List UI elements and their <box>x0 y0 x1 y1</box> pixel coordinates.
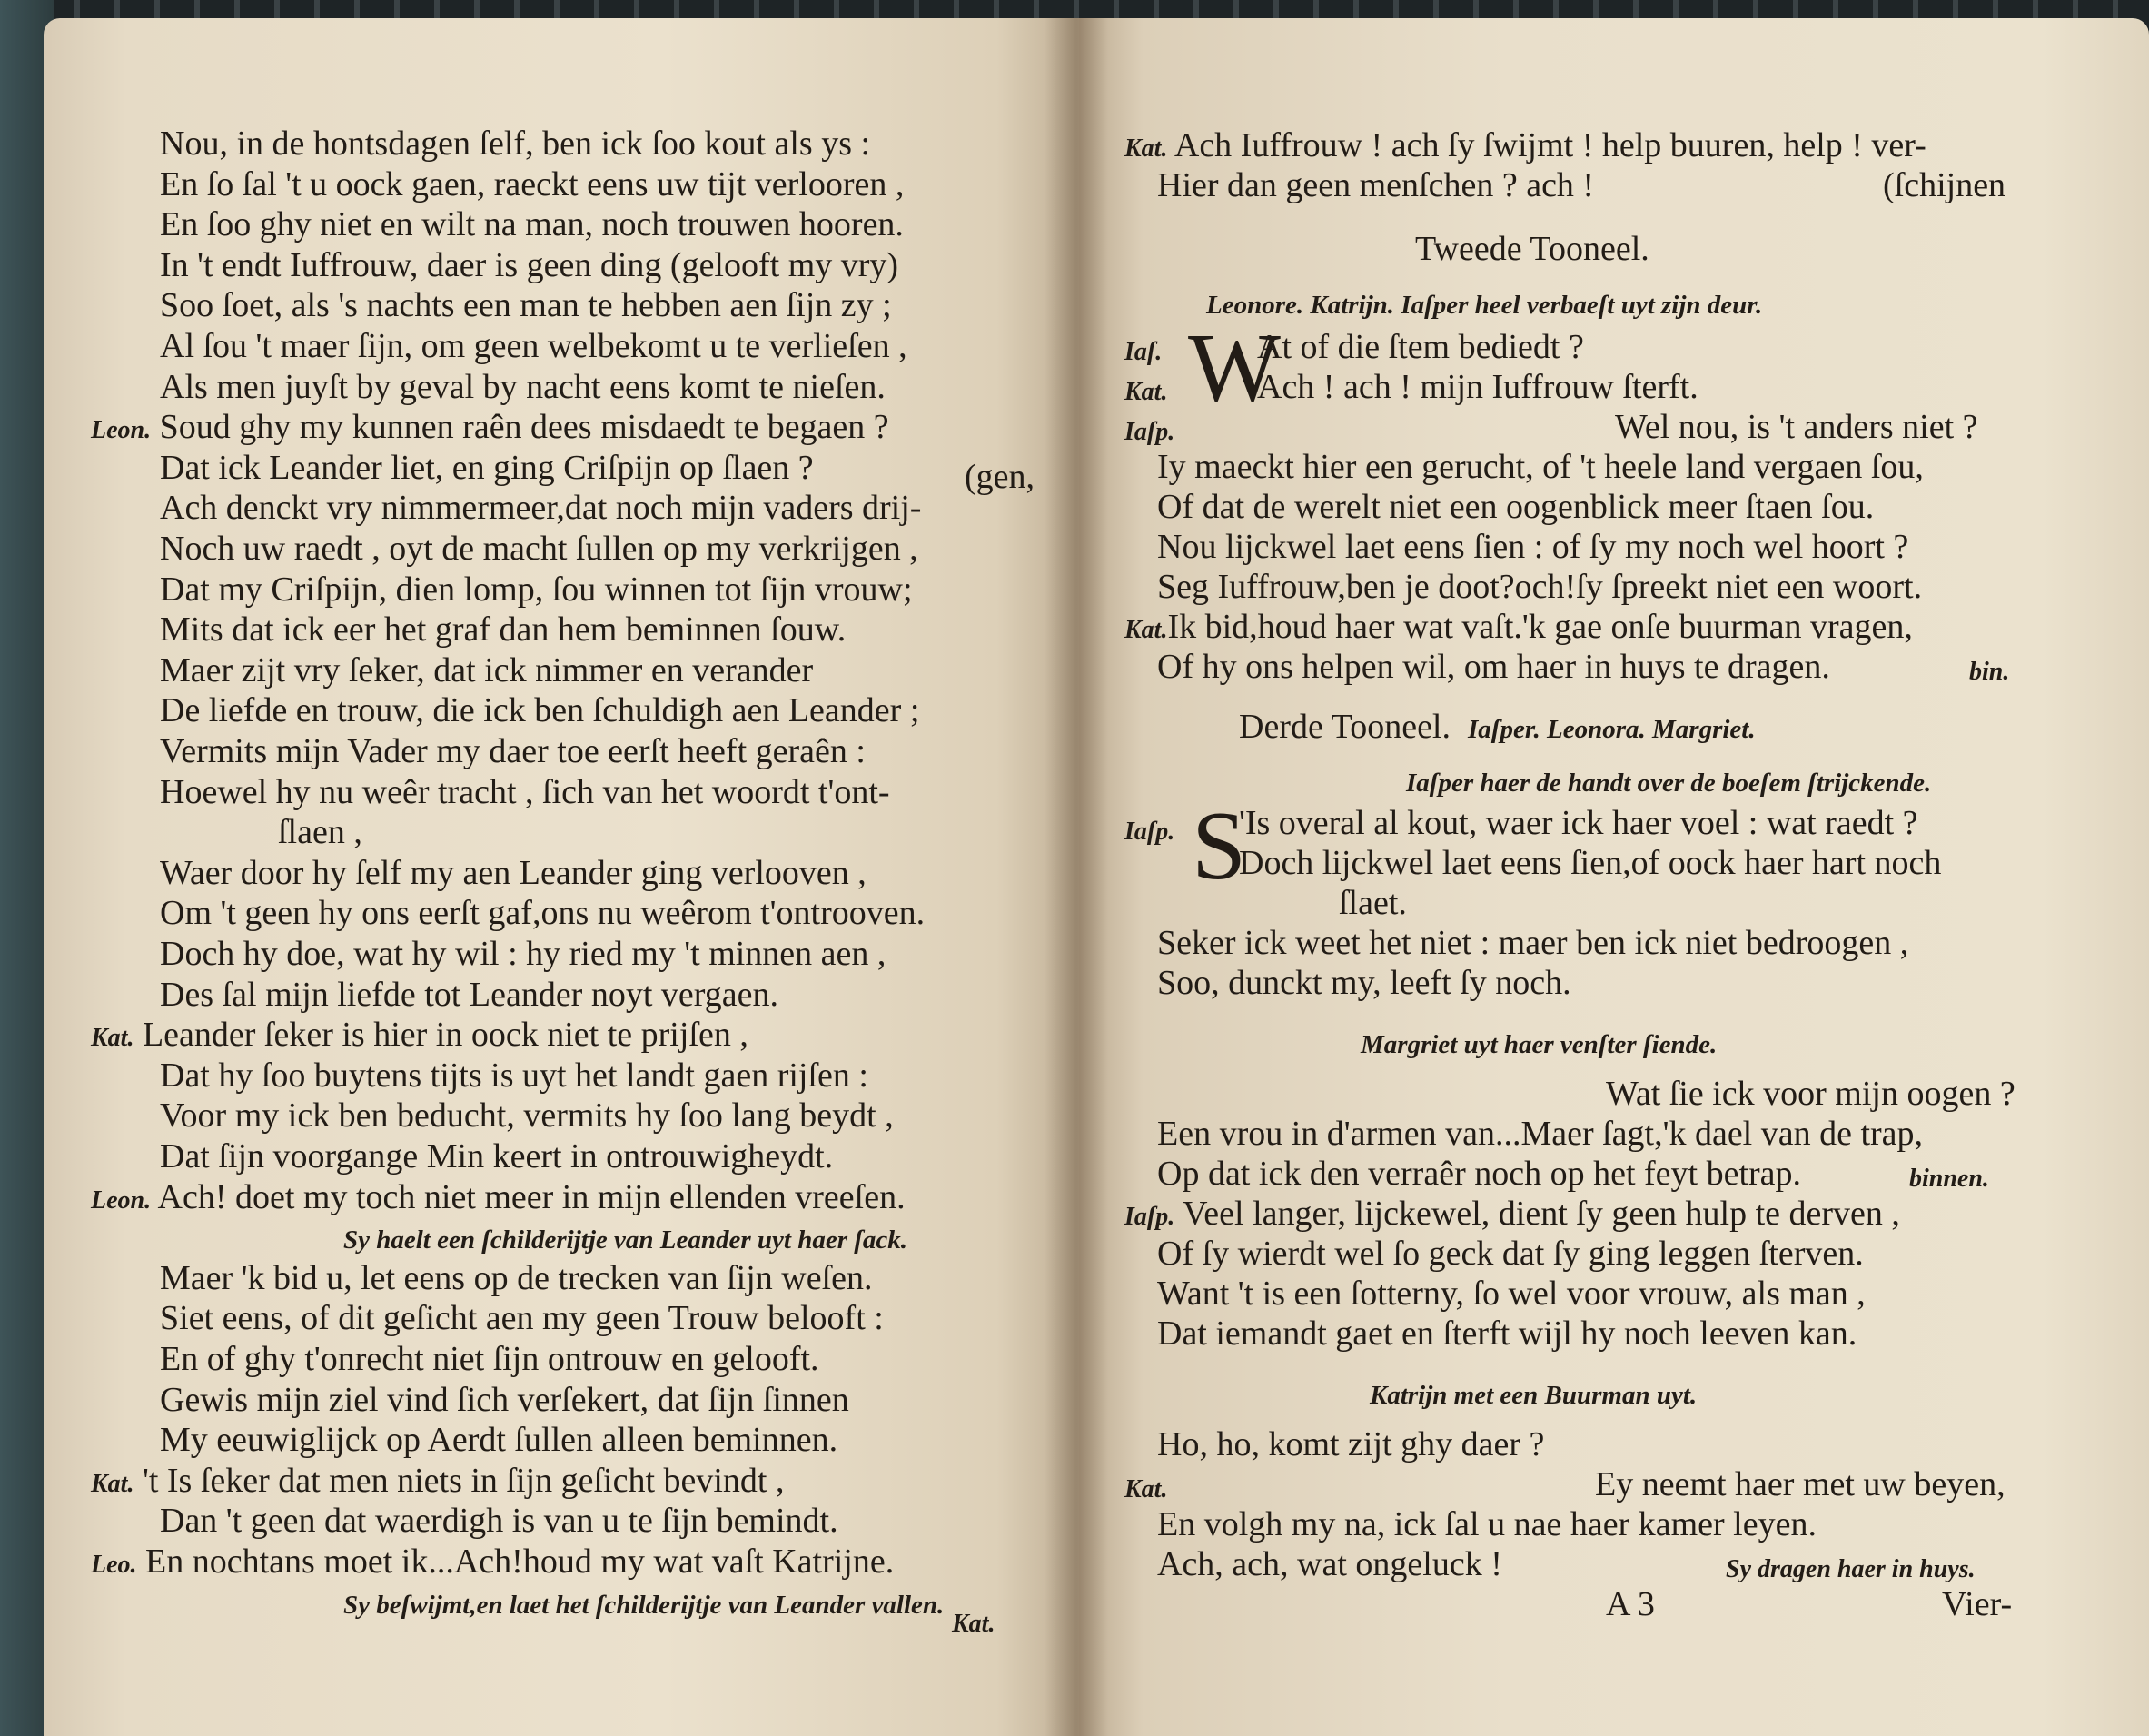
verse: My eeuwiglijck op Aerdt ſullen alleen beminnen. <box>160 1421 838 1460</box>
verse: Ach! doet my toch niet meer in mijn ellenden vreeſen. <box>157 1177 906 1216</box>
text-line <box>160 529 918 569</box>
text-line <box>160 285 892 325</box>
left-page <box>44 18 1079 1736</box>
verse: 'Is overal al kout, waer ick haer voel : wat raedt ? <box>1239 804 1918 842</box>
text-line <box>160 367 886 407</box>
side-note: (gen, <box>965 457 1035 496</box>
text-line <box>160 1339 819 1379</box>
text-line <box>160 1501 838 1541</box>
verse: Voor my ick ben beducht, vermits hy ſoo lang beydt , <box>160 1096 894 1136</box>
side-note: bin. <box>1969 658 2010 686</box>
verse: Waer door hy ſelf my aen Leander ging verlooven , <box>160 853 867 892</box>
speaker-label: Kat. <box>1124 378 1168 406</box>
speaker-label: Iaſp. <box>1124 1203 1175 1231</box>
scene-heading: Tweede Tooneel. <box>1415 230 1649 268</box>
right-catchword: Vier- <box>1942 1585 2013 1623</box>
verse: Dat hy ſoo buytens tijts is uyt het landt gaen rijſen : <box>160 1056 868 1095</box>
verse: Dat ſijn voorgange Min keert in ontrouwigheydt. <box>160 1137 834 1176</box>
stage-direction <box>343 1217 907 1260</box>
text-line <box>160 690 919 730</box>
verse: Siet eens, of dit geſicht aen my geen Trouw belooft : <box>160 1299 884 1338</box>
text-line <box>160 488 921 528</box>
verse: Gewis mijn ziel vind ſich verſekert, dat ſijn ſinnen <box>160 1380 849 1419</box>
text-line <box>160 245 898 285</box>
text-line <box>1124 125 1926 169</box>
text-line <box>160 1056 868 1096</box>
text-line <box>160 326 907 366</box>
text-line <box>160 975 778 1015</box>
verse: Ach ! ach ! mijn Iuffrouw ſterft. <box>1257 368 1698 406</box>
text-line <box>160 853 867 893</box>
speaker-label: Kat. <box>1124 1475 1168 1503</box>
verse: Iy maeckt hier een gerucht, of 't heele land vergaen ſou, <box>1157 448 1924 486</box>
verse: Hier dan geen menſchen ? ach ! <box>1157 166 1595 204</box>
text-line <box>160 1298 884 1338</box>
text-line <box>160 204 904 244</box>
verse: Nou lijckwel laet eens ſien : of ſy my noch wel hoort ? <box>1157 528 1909 566</box>
text-line <box>91 1177 906 1221</box>
verse: Als men juyſt by geval by nacht eens komt te nieſen. <box>160 367 886 406</box>
verse: Om 't geen hy ons eerſt gaf,ons nu weêrom t'ontrooven. <box>160 894 926 933</box>
text-line <box>160 650 813 690</box>
verse: En volgh my na, ick ſal u nae haer kamer leyen. <box>1157 1505 1817 1543</box>
stage-direction: Iaſper haer de handt over de boeſem ſtrijckende. <box>1406 769 1932 798</box>
side-note: binnen. <box>1909 1165 1989 1193</box>
text-line <box>1124 607 1913 650</box>
speaker-label: Kat. <box>1124 134 1168 163</box>
text-line <box>160 570 913 610</box>
text-line <box>91 1461 785 1504</box>
drop-capital: W <box>1188 314 1281 422</box>
verse: Nou, in de hontsdagen ſelf, ben ick ſoo kout als ys : <box>160 124 871 163</box>
speaker-label: Leo. <box>91 1551 137 1579</box>
verse: Ach, ach, wat ongeluck ! <box>1157 1545 1502 1583</box>
verse: Al ſou 't maer ſijn, om geen welbekomt u te verlieſen , <box>160 327 907 365</box>
verse: Dan 't geen dat waerdigh is van u te ſijn bemindt. <box>160 1502 838 1541</box>
scene-heading: Derde Tooneel. <box>1239 708 1451 746</box>
speaker-label: Iaſ. <box>1124 338 1163 366</box>
verse: Noch uw raedt , oyt de macht ſullen op my verkrijgen , <box>160 530 918 568</box>
speaker-label: Kat. <box>91 1024 134 1053</box>
verse: Doch lijckwel laet eens ſien,of oock haer hart noch <box>1239 844 1942 882</box>
verse: En of ghy t'onrecht niet ſijn ontrouw en gelooft. <box>160 1340 819 1378</box>
cast-list: Iaſper. Leonora. Margriet. <box>1468 715 1756 744</box>
side-note: (ſchijnen <box>1883 166 2006 204</box>
verse: Seg Iuffrouw,ben je doot?och!ſy ſpreekt niet een woort. <box>1157 568 1923 606</box>
verse: Dat iemandt gaet en ſterft wijl hy noch leeven kan. <box>1157 1314 1857 1353</box>
text-line <box>160 1420 837 1460</box>
text-line <box>160 731 866 771</box>
verse: At of die ſtem bediedt ? <box>1257 328 1584 366</box>
speaker-label: Kat. <box>91 1469 134 1498</box>
text-line <box>160 772 890 812</box>
text-line <box>160 1136 833 1176</box>
text-line <box>160 1096 894 1136</box>
verse: Soo ſoet, als 's nachts een man te hebben aen ſijn zy ; <box>160 286 892 325</box>
text-line <box>91 1015 748 1058</box>
left-catchword: Kat. <box>952 1610 995 1638</box>
signature-mark: A 3 <box>1606 1585 1655 1623</box>
verse: ſlaet. <box>1339 884 1407 922</box>
text-line <box>1124 1194 1900 1237</box>
verse: De liefde en trouw, die ick ben ſchuldigh aen Leander ; <box>160 691 920 730</box>
verse: En ſoo ghy niet en wilt na man, noch trouwen hooren. <box>160 205 904 244</box>
verse: Des ſal mijn liefde tot Leander noyt vergaen. <box>160 975 778 1014</box>
text-line <box>160 1258 873 1298</box>
text-line <box>160 124 870 164</box>
book-gutter <box>1045 18 1108 1736</box>
text-line <box>91 1542 894 1585</box>
verse: Veel langer, lijckewel, dient ſy geen hulp te derven , <box>1183 1195 1900 1233</box>
text-line <box>278 812 362 852</box>
verse: Leander ſeker is hier in oock niet te prijſen , <box>142 1016 748 1055</box>
verse: Soud ghy my kunnen raên dees misdaedt te begaen ? <box>159 408 889 447</box>
verse: 't Is ſeker dat men niets in ſijn geſicht bevindt , <box>142 1461 785 1500</box>
text-line <box>160 1380 849 1420</box>
verse: Ey neemt haer met uw beyen, <box>1595 1465 2005 1503</box>
verse: ſlaen , <box>278 813 362 852</box>
direction-text: Sy beſwijmt,en laet het ſchilderijtje van Leander vallen. <box>343 1590 945 1620</box>
verse: Seker ick weet het niet : maer ben ick niet bedroogen , <box>1157 924 1909 962</box>
stage-direction: Margriet uyt haer venſter ſiende. <box>1361 1030 1718 1059</box>
verse: Maer zijt vry ſeker, dat ick nimmer en verander <box>160 650 814 689</box>
verse: In 't endt Iuffrouw, daer is geen ding (gelooft my vry) <box>160 245 899 284</box>
verse: Ach denckt vry nimmermeer,dat noch mijn vaders drij- <box>160 489 922 528</box>
verse: En nochtans moet ik...Ach!houd my wat vaſt Katrijne. <box>145 1543 895 1581</box>
stage-direction: Katrijn met een Buurman uyt. <box>1370 1381 1698 1410</box>
direction-text: Sy haelt een ſchilderijtje van Leander uyt haer ſack. <box>343 1225 908 1255</box>
text-line <box>1157 165 1594 205</box>
verse: Doch hy doe, wat hy wil : hy ried my 't minnen aen , <box>160 935 886 973</box>
verse: Hoewel hy nu weêr tracht , ſich van het woordt t'ont- <box>160 772 890 811</box>
scene-heading-row <box>1239 707 1756 749</box>
verse: Wat ſie ick voor mijn oogen ? <box>1606 1075 2015 1113</box>
speaker-label: Iaſp. <box>1124 418 1175 446</box>
verse: Of dat de werelt niet een oogenblick meer ſtaen ſou. <box>1157 488 1875 526</box>
text-line <box>160 893 925 933</box>
verse: Dat ick Leander liet, en ging Criſpijn op ſlaen ? <box>160 448 814 487</box>
verse: En ſo ſal 't u oock gaen, raeckt eens uw tijt verlooren , <box>160 164 905 203</box>
speaker-label: Iaſp. <box>1124 818 1175 846</box>
verse: Of ſy wierdt wel ſo geck dat ſy ging leggen ſterven. <box>1157 1235 1864 1273</box>
cast-list: Leonore. Katrijn. Iaſper heel verbaeſt uyt zijn deur. <box>1206 291 1763 320</box>
text-line <box>160 610 846 650</box>
verse: Maer 'k bid u, let eens op de trecken van ſijn weſen. <box>160 1258 873 1297</box>
text-line <box>160 448 814 488</box>
side-note: Sy dragen haer in huys. <box>1726 1555 1976 1583</box>
drop-capital: S <box>1192 792 1247 900</box>
verse: Soo, dunckt my, leeft ſy noch. <box>1157 964 1571 1002</box>
verse: Ach Iuffrouw ! ach ſy ſwijmt ! help buuren, help ! ver- <box>1174 126 1926 164</box>
text-line <box>91 407 889 451</box>
verse: Wel nou, is 't anders niet ? <box>1615 408 1978 446</box>
text-line <box>160 934 886 974</box>
verse: Mits dat ick eer het graf dan hem beminnen ſouw. <box>160 610 847 650</box>
verse: Vermits mijn Vader my daer toe eerſt heeft geraên : <box>160 732 866 770</box>
verse: Ho, ho, komt zijt ghy daer ? <box>1157 1425 1545 1463</box>
right-page <box>1079 18 2149 1736</box>
verse: Of hy ons helpen wil, om haer in huys te dragen. <box>1157 648 1830 686</box>
speaker-label: Leon. <box>91 416 152 445</box>
verse: Dat my Criſpijn, dien lomp, ſou winnen tot ſijn vrouw; <box>160 570 913 609</box>
speaker-label: Leon. <box>91 1185 152 1215</box>
speaker-label: Kat. <box>1124 616 1168 644</box>
verse: Want 't is een ſotterny, ſo wel voor vrouw, als man , <box>1157 1275 1866 1313</box>
verse: Een vrou in d'armen van...Maer ſagt,'k dael van de trap, <box>1157 1115 1924 1153</box>
stage-direction <box>343 1582 944 1625</box>
verse: Ik bid,houd haer wat vaſt.'k gae onſe buurman vragen, <box>1167 608 1913 646</box>
text-line <box>160 164 904 204</box>
verse: Op dat ick den verraêr noch op het feyt betrap. <box>1157 1155 1802 1193</box>
